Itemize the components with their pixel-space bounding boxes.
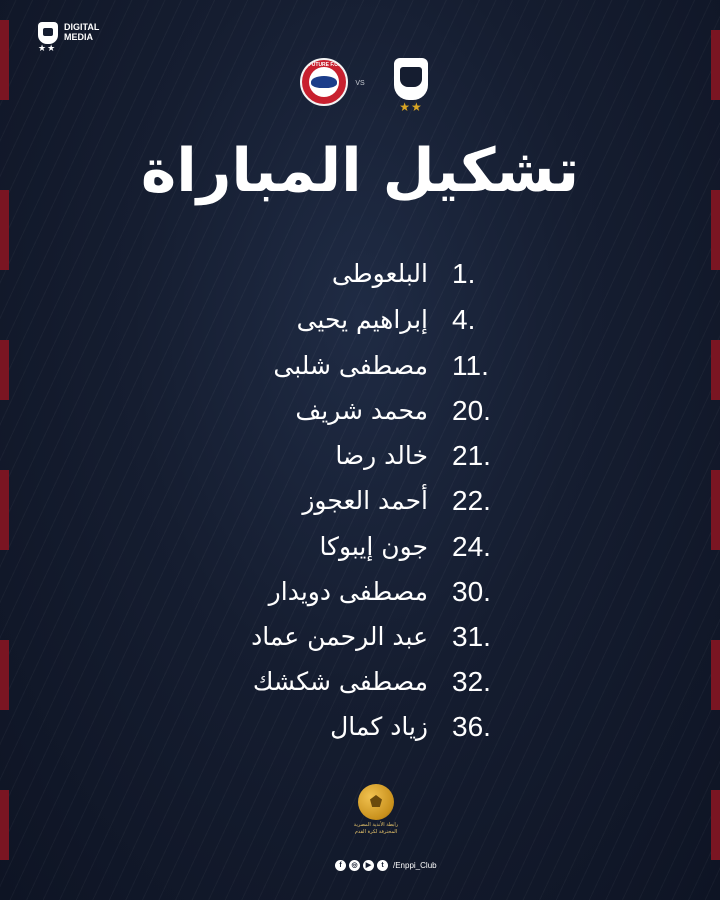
player-number: 22. — [452, 485, 491, 516]
list-item — [0, 298, 720, 342]
list-item — [0, 615, 720, 659]
player-number: 30. — [452, 576, 491, 607]
youtube-icon[interactable]: ▶ — [363, 860, 374, 871]
football-icon — [358, 784, 394, 820]
instagram-icon[interactable]: ◎ — [349, 860, 360, 871]
list-item — [0, 570, 720, 614]
league-logo — [344, 784, 408, 836]
player-number: 11. — [452, 350, 489, 381]
digital-media-brand — [38, 22, 99, 44]
twitter-icon[interactable]: t — [377, 860, 388, 871]
future-logo-text: FUTURE F.C. — [308, 62, 340, 68]
edge-bar-right — [711, 790, 720, 860]
brand-line-1: DIGITAL — [64, 22, 100, 32]
player-number: 36. — [452, 711, 491, 742]
player-name: زياد كمال — [330, 712, 428, 741]
list-item — [0, 705, 720, 749]
match-logos — [0, 58, 720, 118]
player-number: 1. — [452, 258, 476, 289]
player-name: إبراهيم يحيى — [296, 305, 428, 334]
player-name: مصطفى شكشك — [252, 667, 428, 696]
brand-line-2: MEDIA — [64, 32, 93, 42]
edge-bar-left — [0, 790, 9, 860]
player-number: 31. — [452, 621, 491, 652]
player-name: جون إيبوكا — [319, 532, 428, 561]
player-name: أحمد العجوز — [302, 486, 428, 515]
list-item — [0, 434, 720, 478]
player-number: 4. — [452, 304, 476, 335]
club-shield-icon — [38, 22, 58, 44]
page-title: تشكيل المباراة — [140, 136, 580, 206]
vs-label: VS — [355, 80, 365, 87]
player-number: 20. — [452, 395, 491, 426]
enppi-shield-icon — [400, 67, 422, 87]
list-item — [0, 344, 720, 388]
list-item — [0, 525, 720, 569]
player-name: عبد الرحمن عماد — [251, 622, 428, 651]
future-fc-logo — [300, 58, 348, 106]
player-name: البلعوطى — [331, 259, 428, 288]
eagle-icon — [311, 76, 337, 88]
player-name: خالد رضا — [335, 441, 428, 470]
brand-text — [64, 22, 99, 42]
player-name: مصطفى شلبى — [273, 351, 428, 380]
enppi-logo — [394, 58, 428, 100]
player-name: مصطفى دويدار — [268, 577, 428, 606]
social-handle[interactable]: /Enppi_Club — [393, 861, 437, 870]
brand-stars: ★★ — [38, 44, 57, 54]
list-item — [0, 252, 720, 296]
player-name: محمد شريف — [295, 396, 428, 425]
league-name: رابطة الأندية المصرية المحترفة لكرة القدم — [353, 822, 399, 835]
list-item — [0, 479, 720, 523]
player-number: 24. — [452, 531, 491, 562]
facebook-icon[interactable]: f — [335, 860, 346, 871]
player-number: 21. — [452, 440, 491, 471]
list-item — [0, 660, 720, 704]
player-number: 32. — [452, 666, 491, 697]
enppi-stars: ★★ — [399, 100, 423, 114]
list-item — [0, 389, 720, 433]
social-links — [335, 860, 437, 871]
